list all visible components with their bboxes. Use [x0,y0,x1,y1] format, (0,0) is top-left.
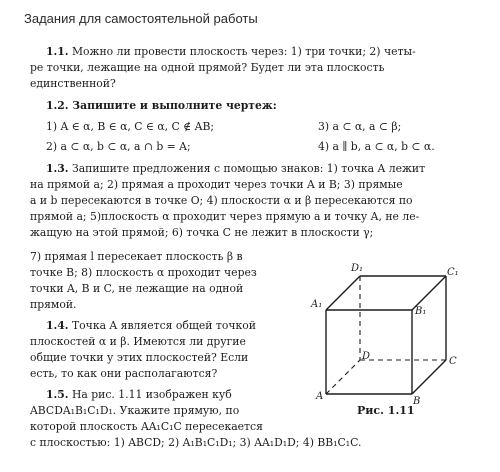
text-line: которой плоскость AA₁C₁C пересекается [30,420,263,433]
text-line: 1.4. Точка A является общей точкой [46,319,256,332]
vertex-label-a1: A₁ [311,299,323,310]
edge-a-d-hidden [326,360,360,394]
figure-caption: Рис. 1.11 [357,404,415,417]
text-line: 1.1. Можно ли провести плоскость через: 1) три точки; 2) четы- [46,45,416,58]
vertex-label-d1: D₁ [351,263,364,274]
vertex-label-b1: B₁ [415,306,427,317]
edge-b-c [412,360,446,394]
text-line: ABCDA₁B₁C₁D₁. Укажите прямую, по [30,404,240,417]
text-line: плоскостей α и β. Имеются ли другие [30,335,246,348]
text-line: точке B; 8) плоскость α проходит через [30,266,257,279]
text-line: есть, то как они располагаются? [30,367,218,380]
text-line: с плоскостью: 1) ABCD; 2) A₁B₁C₁D₁; 3) AA₁D₁D; 4) BB₁C₁C. [30,436,362,449]
cube-figure [312,262,482,422]
text-line: 1.3. Запишите предложения с помощью знаков: 1) точка A лежит [46,162,426,175]
text-line: прямой a; 5)плоскость α проходит через прямую a и точку A, не ле- [30,210,420,223]
edge-b1-c1 [412,276,446,310]
text-line: на прямой a; 2) прямая a проходит через точки A и B; 3) прямые [30,178,403,191]
text-line: прямой. [30,298,77,311]
text-line: 3) a ⊂ α, a ⊂ β; [318,120,402,133]
text-line: 1.5. На рис. 1.11 изображен куб [46,388,232,401]
page-heading: Задания для самостоятельной работы [24,11,258,26]
vertex-label-c1: C₁ [447,267,459,278]
edge-a1-d1 [326,276,360,310]
text-line: жащую на этой прямой; 6) точка C не лежит в плоскости γ; [30,226,374,239]
text-line: общие точки у этих плоскостей? Если [30,351,249,364]
text-line: точки A, B и C, не лежащие на одной [30,282,244,295]
text-line: 2) a ⊂ α, b ⊂ α, a ∩ b = A; [46,140,191,153]
vertex-label-b: B [413,396,421,407]
text-line: 4) a ∥ b, a ⊂ α, b ⊂ α. [318,140,435,153]
text-line: a и b пересекаются в точке O; 4) плоскости α и β пересекаются по [30,194,413,207]
text-line: 1) A ∈ α, B ∈ α, C ∈ α, C ∉ AB; [46,120,215,133]
vertex-label-d: D [362,351,371,362]
text-line: единственной? [30,77,116,90]
text-line: ре точки, лежащие на одной прямой? Будет ли эта плоскость [30,61,385,74]
text-line: 1.2. Запишите и выполните чертеж: [46,99,277,112]
vertex-label-c: C [449,356,457,367]
vertex-label-a: A [316,391,324,402]
text-line: 7) прямая l пересекает плоскость β в [30,250,243,263]
